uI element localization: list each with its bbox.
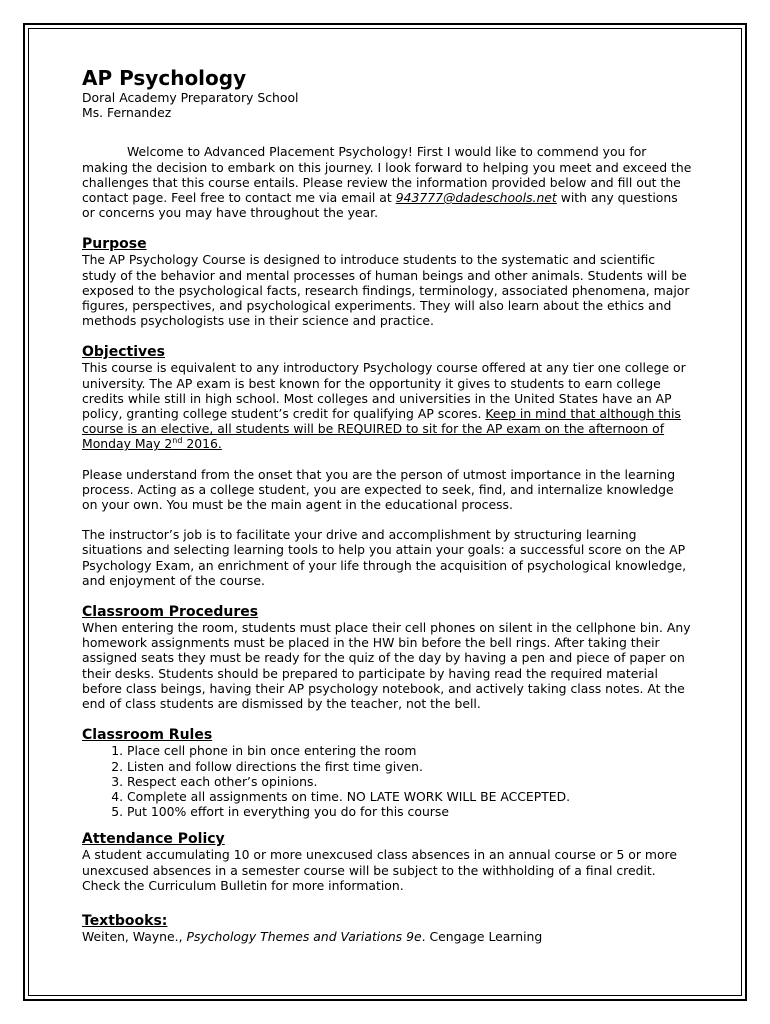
textbooks-heading: Textbooks: — [82, 912, 168, 929]
textbook-author: Weiten, Wayne., — [82, 928, 187, 944]
welcome-text-start: Welcome to Advanced Placement Psychology! First I would like to commend you for making the decision to embark on this journey. I look forward to helping you meet and exceed the challenges that this course entails. Please review the information provided below and fill out the contact page. Feel free to contact me via email at — [82, 144, 692, 206]
objectives-paragraph-2: Please understand from the onset that you are the person of utmost importance in the learning process. Acting as a college student, you are expected to seek, find, and internalize knowledge on your own. You must be the main agent in the educational process. — [82, 466, 676, 513]
attendance-text: A student accumulating 10 or more unexcused class absences in an annual course or 5 or more unexcused absences in a semester course will be subject to the withholding of a final credit. Check the Curriculum Bulletin for more information. — [82, 847, 677, 893]
document-page — [82, 66, 692, 944]
textbook-title: Psychology Themes and Variations 9e — [186, 928, 422, 944]
exam-year: 2016. — [182, 436, 222, 452]
exam-requirement-text: Keep in mind that although this course is an elective, all students will be REQUIRED to sit for the AP exam on the afternoon of Monday May 2 — [82, 406, 681, 452]
teacher-name: Ms. Fernandez — [82, 105, 172, 121]
objectives-heading: Objectives — [82, 344, 165, 361]
rules-list — [82, 743, 692, 819]
document-title: AP Psychology — [82, 66, 247, 90]
welcome-paragraph — [82, 144, 692, 220]
rule-item: 3. Respect each other’s opinions. — [127, 774, 692, 789]
purpose-text: The AP Psychology Course is designed to introduce students to the systematic and scientific study of the behavior and mental processes of human beings and other animals. Students will be exposed to the psychological facts, research findings, terminology, associated phenomena, major figures, perspectives, and psychological experiments. They will also learn about the ethics and methods psychologists use in their science and practice. — [82, 252, 690, 329]
rule-item: 5. Put 100% effort in everything you do for this course — [127, 804, 692, 819]
objectives-paragraph-1 — [82, 360, 692, 451]
rule-item: 2. Listen and follow directions the first time given. — [127, 759, 692, 774]
email-link[interactable]: 943777@dadeschools.net — [395, 190, 557, 206]
procedures-text: When entering the room, students must place their cell phones on silent in the cellphone bin. Any homework assignments must be placed in the HW bin before the bell rings. After taking their assigned seats they must be ready for the quiz of the day by having a pen and piece of paper on their desks. Students should be prepared to participate by having read the required material before class beings, having their AP psychology notebook, and actively taking class notes. At the end of class students are dismissed by the teacher, not the bell. — [82, 620, 691, 712]
textbook-citation — [82, 929, 692, 944]
rules-heading: Classroom Rules — [82, 727, 213, 744]
rule-item: 4. Complete all assignments on time. NO LATE WORK WILL BE ACCEPTED. — [127, 789, 692, 804]
textbook-publisher: . Cengage Learning — [421, 928, 543, 944]
rule-item: 1. Place cell phone in bin once entering the room — [127, 743, 692, 758]
purpose-heading: Purpose — [82, 236, 147, 253]
ordinal-suffix: nd — [172, 436, 183, 446]
objectives-paragraph-3: The instructor’s job is to facilitate your drive and accomplishment by structuring learning situations and selecting learning tools to help you attain your goals: a successful score on the AP Psychology Exam, an enrichment of your life through the acquisition of psychological knowledge, and enjoyment of the course. — [82, 527, 687, 588]
school-name: Doral Academy Preparatory School — [82, 90, 299, 105]
attendance-heading: Attendance Policy — [82, 831, 225, 848]
procedures-heading: Classroom Procedures — [82, 604, 259, 621]
objectives-text: This course is equivalent to any introductory Psychology course offered at any tier one college or university. The AP exam is best known for the opportunity it gives to students to earn college credits while still in high school. Most colleges and universities in the United States have an AP policy, granting college student’s credit for qualifying AP scores. — [82, 360, 686, 422]
welcome-text-end: with any questions or concerns you may have throughout the year. — [82, 190, 678, 221]
